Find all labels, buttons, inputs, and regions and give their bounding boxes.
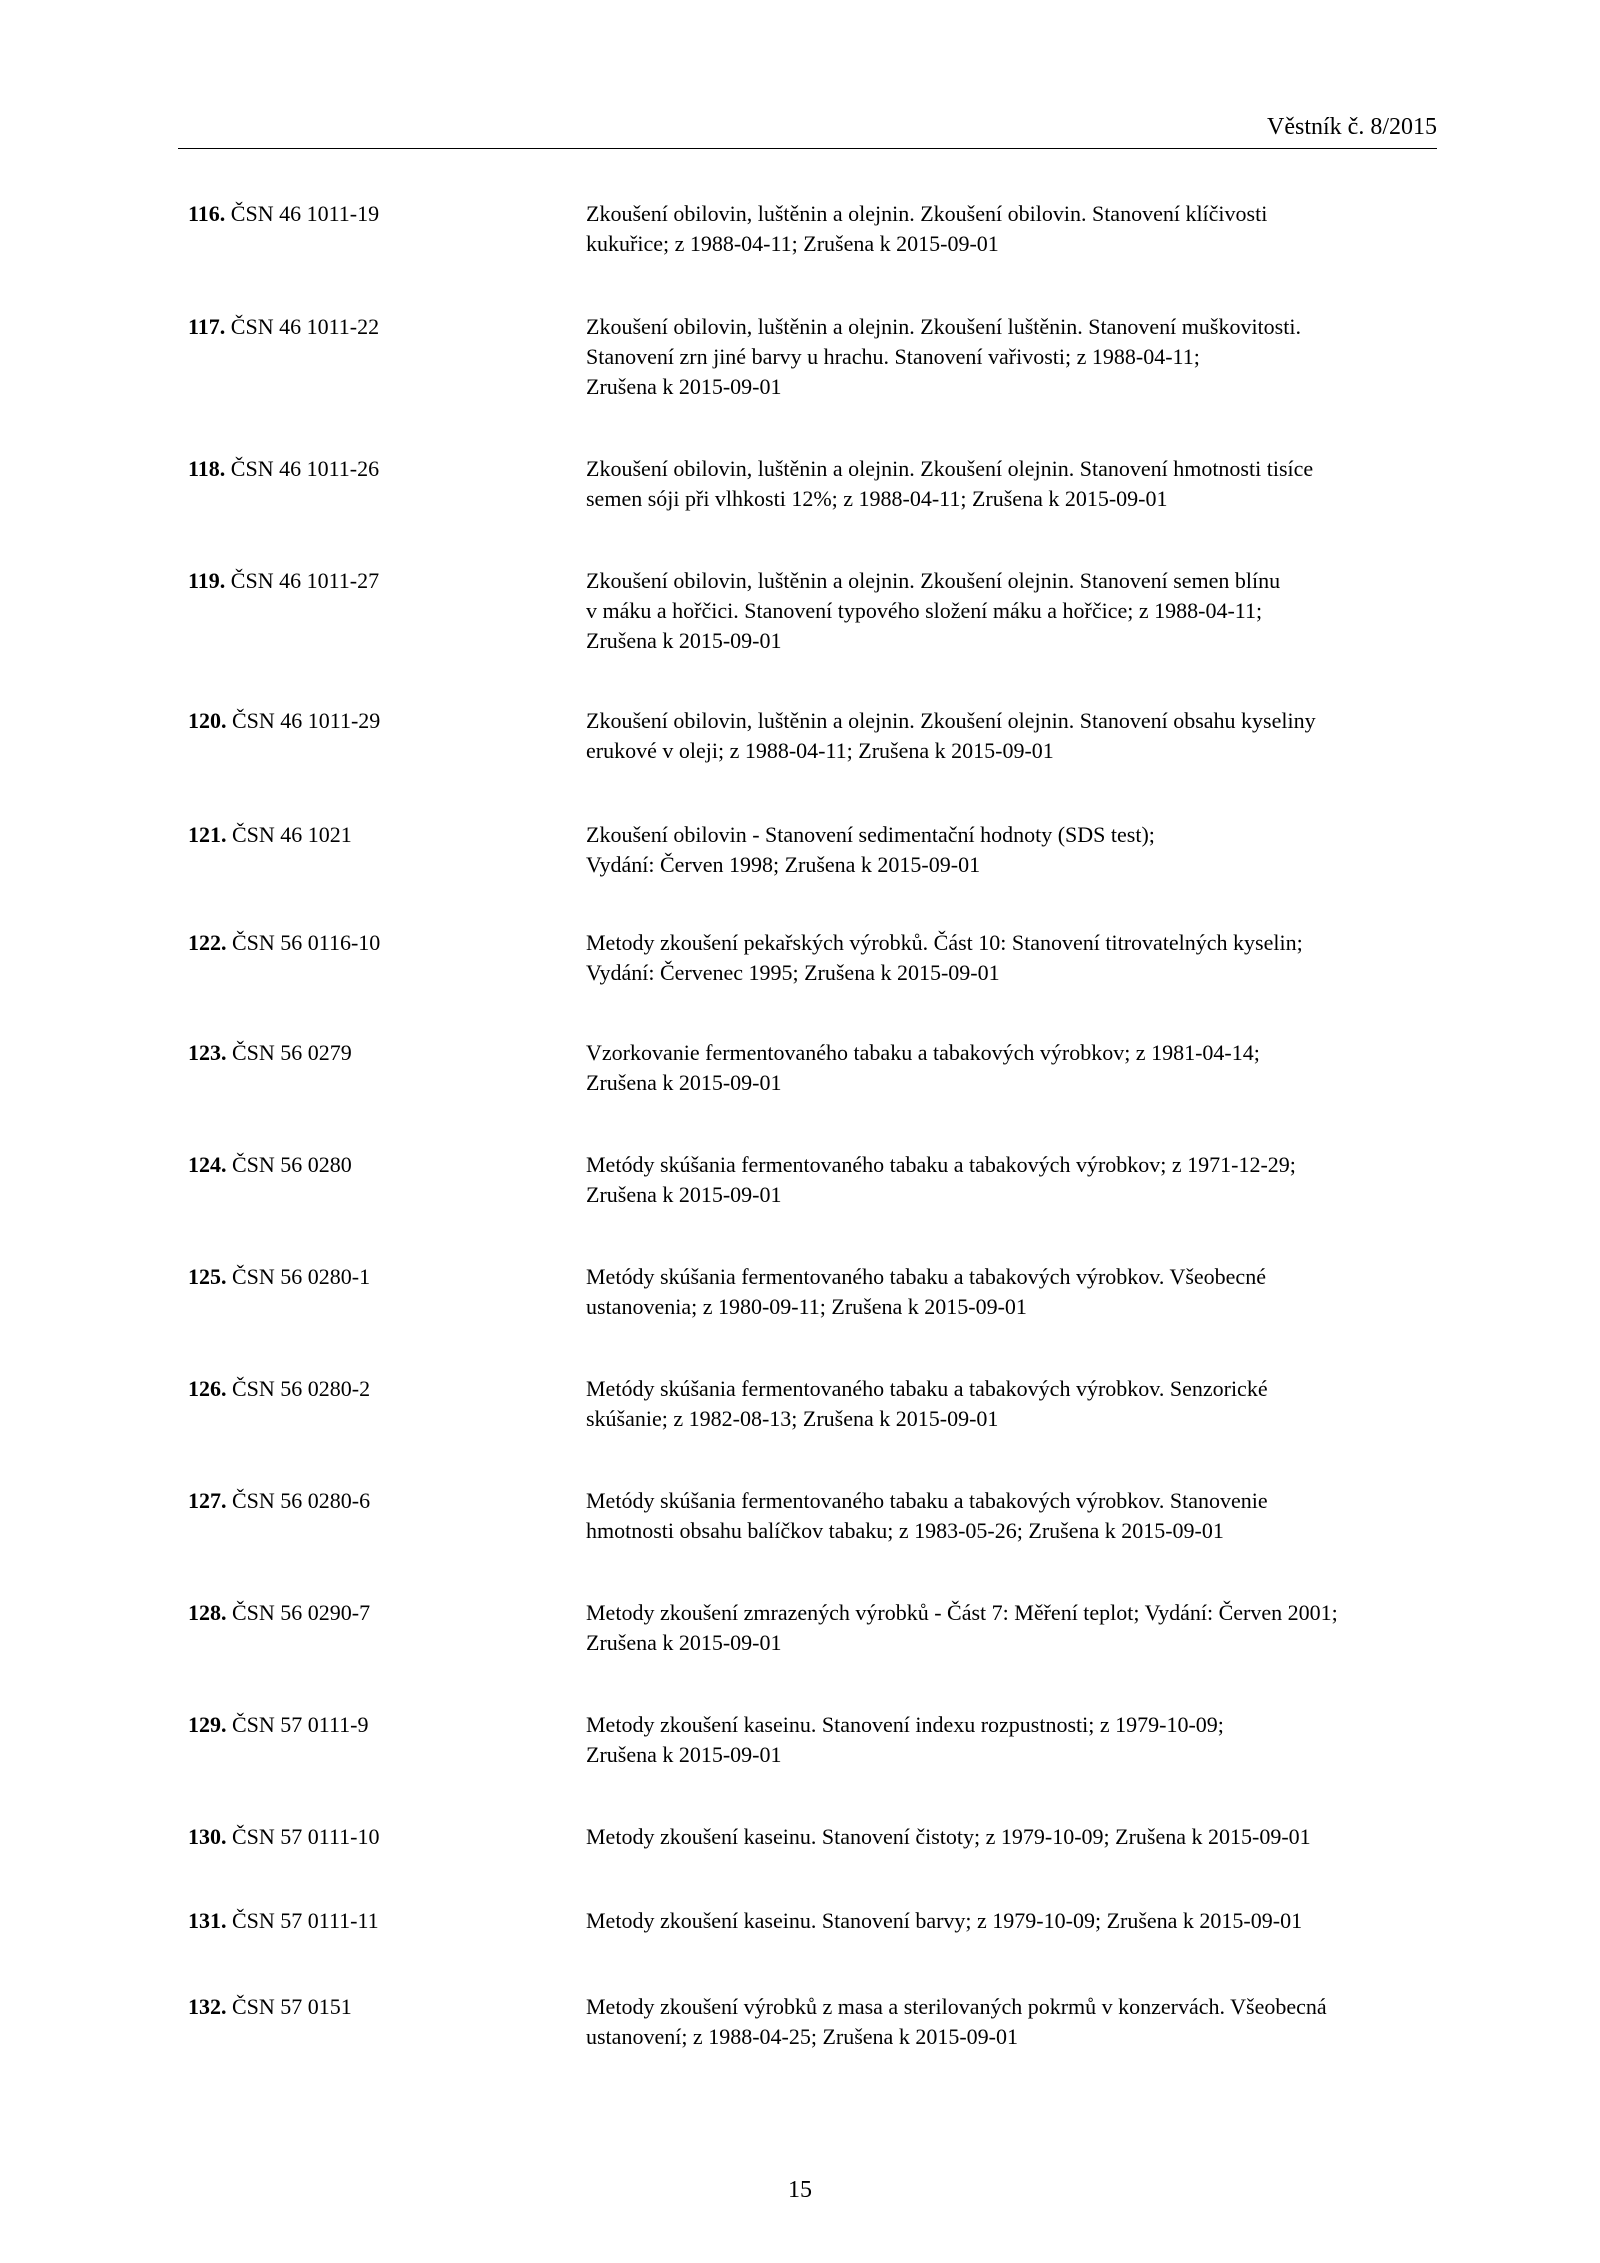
entry-number: 122. bbox=[188, 930, 227, 955]
description-line: Zkoušení obilovin, luštěnin a olejnin. Zkoušení olejnin. Stanovení obsahu kyseliny bbox=[586, 708, 1316, 733]
page-header bbox=[178, 112, 1437, 149]
journal-title: Věstník č. 8/2015 bbox=[1267, 114, 1437, 140]
standard-description bbox=[586, 1598, 1416, 1658]
description-line: skúšanie; z 1982-08-13; Zrušena k 2015-09-01 bbox=[586, 1406, 999, 1431]
standard-description bbox=[586, 1710, 1416, 1770]
entry-identifier bbox=[188, 928, 380, 958]
standard-description bbox=[586, 1486, 1416, 1546]
description-line: Vydání: Červen 1998; Zrušena k 2015-09-01 bbox=[586, 852, 981, 877]
entry-number: 123. bbox=[188, 1040, 227, 1065]
description-line: Vydání: Červenec 1995; Zrušena k 2015-09-01 bbox=[586, 960, 1000, 985]
entry-number: 131. bbox=[188, 1908, 227, 1933]
description-line: Metódy skúšania fermentovaného tabaku a tabakových výrobkov. Senzorické bbox=[586, 1376, 1268, 1401]
entry-identifier bbox=[188, 1262, 370, 1292]
description-line: Metody zkoušení pekařských výrobků. Část 10: Stanovení titrovatelných kyselin; bbox=[586, 930, 1303, 955]
standard-code: ČSN 46 1011-22 bbox=[230, 314, 380, 339]
description-line: Metódy skúšania fermentovaného tabaku a tabakových výrobkov; z 1971-12-29; bbox=[586, 1152, 1296, 1177]
standard-code: ČSN 46 1011-19 bbox=[230, 201, 380, 226]
standard-code: ČSN 56 0280-1 bbox=[232, 1264, 371, 1289]
standard-code: ČSN 56 0280 bbox=[232, 1152, 352, 1177]
description-line: Zkoušení obilovin, luštěnin a olejnin. Zkoušení obilovin. Stanovení klíčivosti bbox=[586, 201, 1268, 226]
description-line: Metódy skúšania fermentovaného tabaku a tabakových výrobkov. Stanovenie bbox=[586, 1488, 1268, 1513]
standard-code: ČSN 46 1011-26 bbox=[230, 456, 380, 481]
standard-description bbox=[586, 1992, 1416, 2052]
entry-number: 127. bbox=[188, 1488, 227, 1513]
description-line: Zkoušení obilovin, luštěnin a olejnin. Zkoušení luštěnin. Stanovení muškovitosti. bbox=[586, 314, 1301, 339]
entry-identifier bbox=[188, 1992, 352, 2022]
standard-code: ČSN 56 0116-10 bbox=[232, 930, 381, 955]
page-number: 15 bbox=[788, 2177, 812, 2203]
standard-code: ČSN 46 1021 bbox=[232, 822, 352, 847]
entry-number: 129. bbox=[188, 1712, 227, 1737]
entry-number: 120. bbox=[188, 708, 227, 733]
description-line: Stanovení zrn jiné barvy u hrachu. Stanovení vařivosti; z 1988-04-11; bbox=[586, 344, 1200, 369]
entry-number: 121. bbox=[188, 822, 227, 847]
description-line: Zrušena k 2015-09-01 bbox=[586, 628, 782, 653]
description-line: Metody zkoušení kaseinu. Stanovení čistoty; z 1979-10-09; Zrušena k 2015-09-01 bbox=[586, 1824, 1311, 1849]
standard-code: ČSN 56 0280-2 bbox=[232, 1376, 371, 1401]
standard-code: ČSN 57 0111-9 bbox=[232, 1712, 369, 1737]
entry-identifier bbox=[188, 1374, 370, 1404]
entry-number: 130. bbox=[188, 1824, 227, 1849]
description-line: Zkoušení obilovin - Stanovení sedimentační hodnoty (SDS test); bbox=[586, 822, 1155, 847]
standard-description bbox=[586, 1906, 1416, 1936]
description-line: kukuřice; z 1988-04-11; Zrušena k 2015-09-01 bbox=[586, 231, 999, 256]
description-line: Vzorkovanie fermentovaného tabaku a tabakových výrobkov; z 1981-04-14; bbox=[586, 1040, 1260, 1065]
entry-identifier bbox=[188, 1906, 379, 1936]
description-line: Zrušena k 2015-09-01 bbox=[586, 1742, 782, 1767]
entry-identifier bbox=[188, 1822, 380, 1852]
entry-identifier bbox=[188, 199, 379, 229]
standard-code: ČSN 57 0151 bbox=[232, 1994, 352, 2019]
description-line: Zkoušení obilovin, luštěnin a olejnin. Zkoušení olejnin. Stanovení hmotnosti tisíce bbox=[586, 456, 1314, 481]
standard-code: ČSN 46 1011-29 bbox=[232, 708, 381, 733]
description-line: erukové v oleji; z 1988-04-11; Zrušena k 2015-09-01 bbox=[586, 738, 1054, 763]
description-line: Metódy skúšania fermentovaného tabaku a tabakových výrobkov. Všeobecné bbox=[586, 1264, 1266, 1289]
entry-number: 119. bbox=[188, 568, 226, 593]
entry-identifier bbox=[188, 1598, 370, 1628]
entry-identifier bbox=[188, 706, 380, 736]
entry-number: 132. bbox=[188, 1994, 227, 2019]
description-line: Zrušena k 2015-09-01 bbox=[586, 1182, 782, 1207]
description-line: Zkoušení obilovin, luštěnin a olejnin. Zkoušení olejnin. Stanovení semen blínu bbox=[586, 568, 1281, 593]
standard-code: ČSN 57 0111-10 bbox=[232, 1824, 380, 1849]
entry-number: 124. bbox=[188, 1152, 227, 1177]
standard-description bbox=[586, 312, 1416, 402]
entry-identifier bbox=[188, 566, 379, 596]
standard-code: ČSN 57 0111-11 bbox=[232, 1908, 379, 1933]
standard-description bbox=[586, 1150, 1416, 1210]
entry-number: 118. bbox=[188, 456, 226, 481]
standard-description bbox=[586, 706, 1416, 766]
description-line: Metody zkoušení kaseinu. Stanovení barvy; z 1979-10-09; Zrušena k 2015-09-01 bbox=[586, 1908, 1303, 1933]
standard-description bbox=[586, 1038, 1416, 1098]
entry-identifier bbox=[188, 454, 379, 484]
standard-description bbox=[586, 1822, 1416, 1852]
description-line: Metody zkoušení zmrazených výrobků - Část 7: Měření teplot; Vydání: Červen 2001; bbox=[586, 1600, 1338, 1625]
entry-identifier bbox=[188, 312, 379, 342]
description-line: Metody zkoušení výrobků z masa a sterilovaných pokrmů v konzervách. Všeobecná bbox=[586, 1994, 1327, 2019]
entry-identifier bbox=[188, 820, 352, 850]
standard-description bbox=[586, 1374, 1416, 1434]
standard-code: ČSN 46 1011-27 bbox=[230, 568, 380, 593]
description-line: Metody zkoušení kaseinu. Stanovení indexu rozpustnosti; z 1979-10-09; bbox=[586, 1712, 1224, 1737]
standard-description bbox=[586, 566, 1416, 656]
description-line: ustanovení; z 1988-04-25; Zrušena k 2015-09-01 bbox=[586, 2024, 1018, 2049]
description-line: v máku a hořčici. Stanovení typového složení máku a hořčice; z 1988-04-11; bbox=[586, 598, 1263, 623]
entry-identifier bbox=[188, 1710, 369, 1740]
entry-number: 116. bbox=[188, 201, 226, 226]
entry-number: 125. bbox=[188, 1264, 227, 1289]
standard-code: ČSN 56 0280-6 bbox=[232, 1488, 371, 1513]
description-line: hmotnosti obsahu balíčkov tabaku; z 1983-05-26; Zrušena k 2015-09-01 bbox=[586, 1518, 1224, 1543]
standard-description bbox=[586, 1262, 1416, 1322]
entry-number: 117. bbox=[188, 314, 226, 339]
entry-identifier bbox=[188, 1038, 352, 1068]
description-line: Zrušena k 2015-09-01 bbox=[586, 374, 782, 399]
entry-number: 128. bbox=[188, 1600, 227, 1625]
standard-description bbox=[586, 454, 1416, 514]
description-line: Zrušena k 2015-09-01 bbox=[586, 1630, 782, 1655]
standard-code: ČSN 56 0279 bbox=[232, 1040, 352, 1065]
description-line: semen sóji při vlhkosti 12%; z 1988-04-11; Zrušena k 2015-09-01 bbox=[586, 486, 1168, 511]
description-line: ustanovenia; z 1980-09-11; Zrušena k 2015-09-01 bbox=[586, 1294, 1027, 1319]
entry-number: 126. bbox=[188, 1376, 227, 1401]
entry-identifier bbox=[188, 1150, 352, 1180]
description-line: Zrušena k 2015-09-01 bbox=[586, 1070, 782, 1095]
entry-identifier bbox=[188, 1486, 370, 1516]
standard-description bbox=[586, 820, 1416, 880]
standard-description bbox=[586, 199, 1416, 259]
standard-code: ČSN 56 0290-7 bbox=[232, 1600, 371, 1625]
standard-description bbox=[586, 928, 1416, 988]
